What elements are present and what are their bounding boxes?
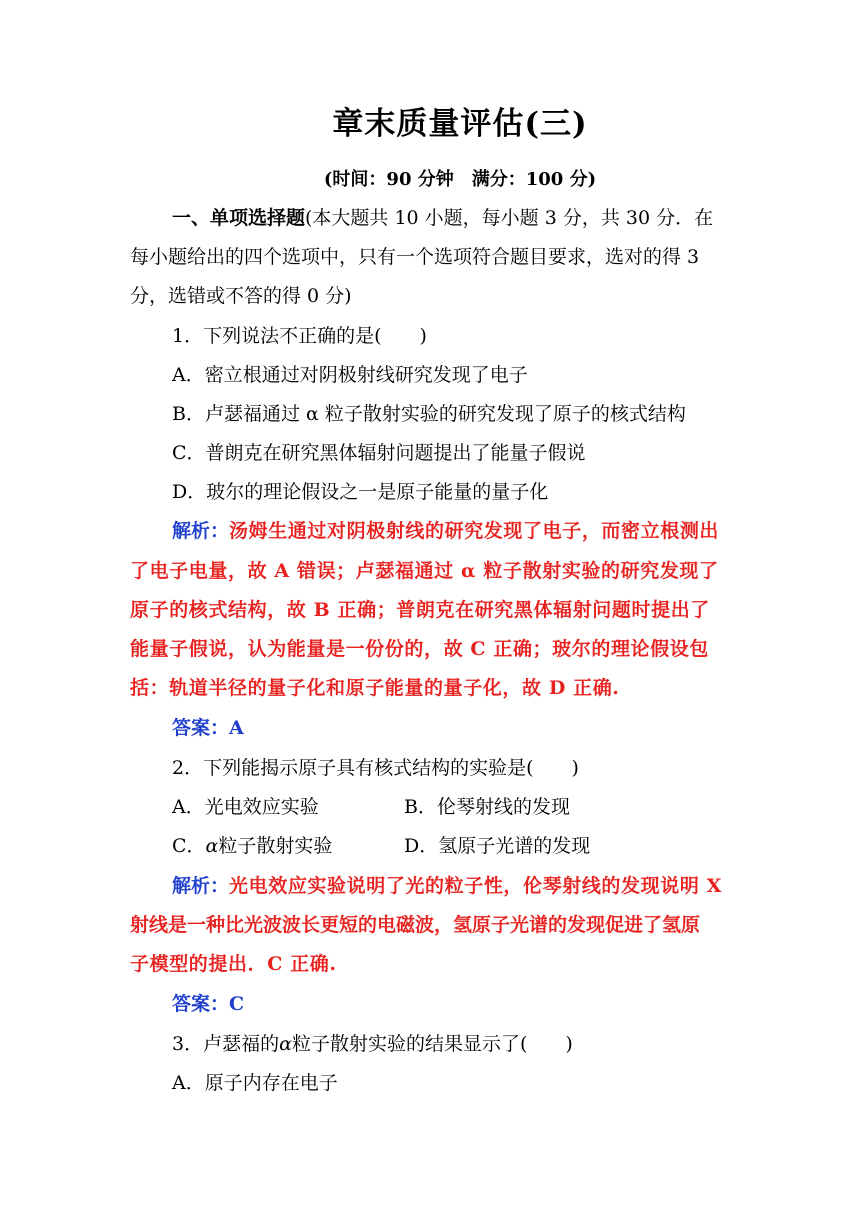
question-1-analysis-line-1 (172, 516, 719, 546)
question-3-stem-text: 粒子散射实验的结果显示了( ) (291, 1033, 573, 1055)
section-intro-text: (本大题共 10 小题，每小题 3 分，共 30 分．在 (305, 207, 714, 229)
question-2-option-b: B．伦琴射线的发现 (404, 796, 570, 818)
page-title: 章末质量评估(三) (332, 106, 588, 142)
alpha-symbol: α (279, 1033, 292, 1055)
analysis-text: 汤姆生通过对阴极射线的研究发现了电子，而密立根测出 (229, 520, 720, 542)
question-1-stem: 1．下列说法不正确的是( ) (172, 325, 427, 347)
question-2-option-c (172, 835, 332, 857)
question-2-option-d: D．氢原子光谱的发现 (404, 835, 591, 857)
analysis-label: 解析： (172, 875, 230, 897)
question-1-analysis-line-5: 括：轨道半径的量子化和原子能量的量子化，故 D 正确. (130, 677, 620, 699)
question-2-analysis-line-2: 射线是一种比光波波长更短的电磁波，氢原子光谱的发现促进了氢原 (130, 914, 701, 936)
question-1-answer: 答案：A (172, 717, 244, 739)
question-1-option-c: C．普朗克在研究黑体辐射问题提出了能量子假说 (172, 442, 586, 464)
option-c-prefix: C． (172, 835, 206, 857)
question-3-stem (172, 1029, 573, 1059)
question-1-analysis-line-4: 能量子假说，认为能量是一份份的，故 C 正确；玻尔的理论假设包 (130, 638, 709, 660)
question-1-analysis-line-2: 了电子电量，故 A 错误；卢瑟福通过 α 粒子散射实验的研究发现了 (130, 560, 719, 582)
alpha-symbol: α (205, 835, 219, 857)
analysis-text: 光电效应实验说明了光的粒子性，伦琴射线的发现说明 X (229, 875, 722, 897)
question-3-option-a: A．原子内存在电子 (172, 1072, 338, 1094)
section-intro-line-3: 分，选错或不答的得 0 分) (130, 285, 352, 307)
question-2-analysis-line-3: 子模型的提出．C 正确. (130, 953, 337, 975)
option-c-text: 粒子散射实验 (218, 835, 333, 857)
question-2-options-row-2 (172, 831, 652, 861)
question-2-stem: 2．下列能揭示原子具有核式结构的实验是( ) (172, 757, 579, 779)
question-1-option-d: D．玻尔的理论假设之一是原子能量的量子化 (172, 481, 549, 503)
section-heading: 一、单项选择题 (172, 207, 306, 229)
question-1-analysis-line-3: 原子的核式结构，故 B 正确；普朗克在研究黑体辐射问题时提出了 (130, 599, 710, 621)
question-2-options-row-1 (172, 792, 652, 822)
section-intro-line-2: 每小题给出的四个选项中，只有一个选项符合题目要求，选对的得 3 (130, 246, 700, 268)
exam-info: (时间：90 分钟 满分：100 分) (323, 169, 597, 190)
question-2-option-a: A．光电效应实验 (172, 796, 319, 818)
question-2-answer: 答案：C (172, 993, 245, 1015)
question-2-analysis-line-1 (172, 871, 722, 901)
analysis-label: 解析： (172, 520, 230, 542)
section-intro-line-1 (172, 203, 713, 233)
question-1-option-b: B．卢瑟福通过 α 粒子散射实验的研究发现了原子的核式结构 (172, 403, 686, 425)
question-3-stem-prefix: 3．卢瑟福的 (172, 1033, 280, 1055)
question-1-option-a: A．密立根通过对阴极射线研究发现了电子 (172, 364, 528, 386)
